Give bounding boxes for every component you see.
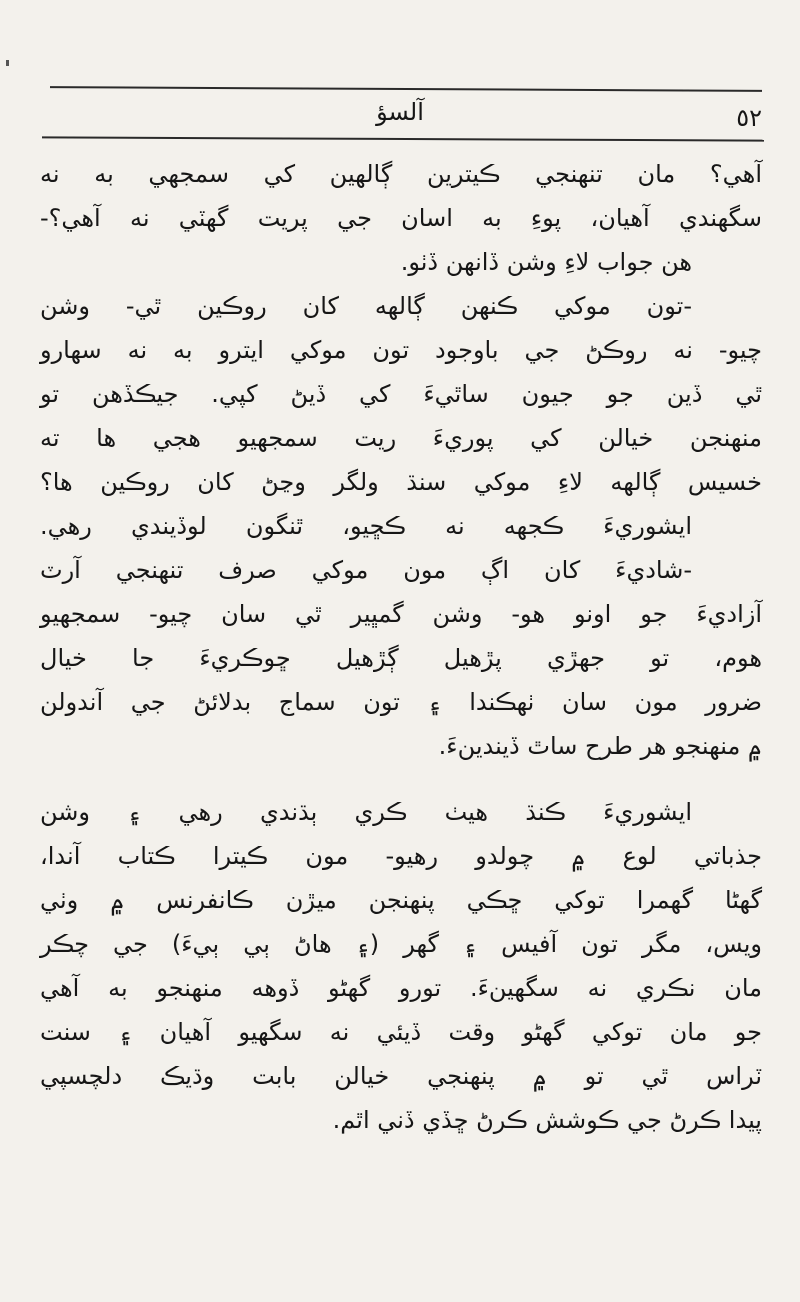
header-top-rule (50, 86, 762, 92)
text-line: جذباتي لوع ۾ چولدو رهيو- مون ڪيترا ڪتاب آندا، (40, 842, 762, 870)
text-line: منهنجن خيالن کي پوريءَ ريت سمجهيو هجي ها ته (40, 424, 762, 452)
text-line: مان نڪري نه سگهينءَ. تورو گهڻو ڏوهه منهنجو به آهي (40, 974, 762, 1002)
text-line: هوم، تو جهڙي پڙهيل ڳڙهيل ڇوڪريءَ جا خيال (40, 644, 762, 672)
text-line: ضرور مون سان ٺهڪندا ۽ تون سماج بدلائڻ جي آندولن (40, 688, 762, 716)
text-line: ايشوريءَ ڪنڌ هيٺ ڪري ٻڌندي رهي ۽ وشن (40, 798, 692, 826)
text-line: -شاديءَ کان اڳ مون موکي صرف تنهنجي آرٽ (40, 556, 692, 584)
text-line: ٿي ڏين جو جيون ساٿيءَ کي ڏيڻ کپي. جيڪڏهن تو (40, 380, 762, 408)
text-line: آهي؟ مان تنهنجي ڪيترين ڳالهين کي سمجهي به نه (40, 160, 762, 188)
scan-mark (6, 60, 9, 66)
page-body (40, 152, 762, 1142)
text-line: -تون موکي ڪنهن ڳالهه کان روڪين ٿي- وشن (40, 292, 692, 320)
text-line: جو مان توکي گهڻو وقت ڏيئي نه سگهيو آهيان ۽ سنت (40, 1018, 762, 1046)
text-line: چيو- نه روڪڻ جي باوجود تون موکي ايترو به نه سهارو (40, 336, 762, 364)
text-line: ايشوريءَ ڪجهه نه ڪڇيو، ٿنگون لوڏيندي رهي. (40, 512, 692, 540)
text-line: خسيس ڳالهه لاءِ موکي سنڌ ولگر وڃڻ کان روڪين ها؟ (40, 468, 762, 496)
text-line: ٽراس ٿي تو ۾ پنهنجي خيالن بابت وڌيڪ دلچسپي (40, 1062, 762, 1090)
text-line: ۾ منهنجو هر طرح ساٿ ڏيندينءَ. (438, 732, 762, 760)
text-line: آزاديءَ جو اونو هو- وشن گمڀير ٿي سان چيو- سمجهيو (40, 600, 762, 628)
text-line: سگهندي آهيان، پوءِ به اسان جي پريت گهٽي نه آهي؟- (40, 204, 762, 232)
text-line: ويس، مگر تون آفيس ۽ گهر (۽ هاڻ ٻي ٻيءَ) جي چڪر (40, 930, 762, 958)
text-line: گهڻا گهمرا توکي ڇڪي پنهنجن ميڙن ڪانفرنس ۾ وٺي (40, 886, 762, 914)
text-line: پيدا ڪرڻ جي ڪوشش ڪرڻ ڇڏي ڏني اٿم. (332, 1106, 762, 1134)
page-number: ٥٢ (736, 104, 762, 132)
header-bottom-rule (42, 136, 764, 141)
text-line: هن جواب لاءِ وشن ڏانهن ڏٺو. (400, 248, 692, 276)
running-title: آلسؤ (376, 98, 424, 126)
